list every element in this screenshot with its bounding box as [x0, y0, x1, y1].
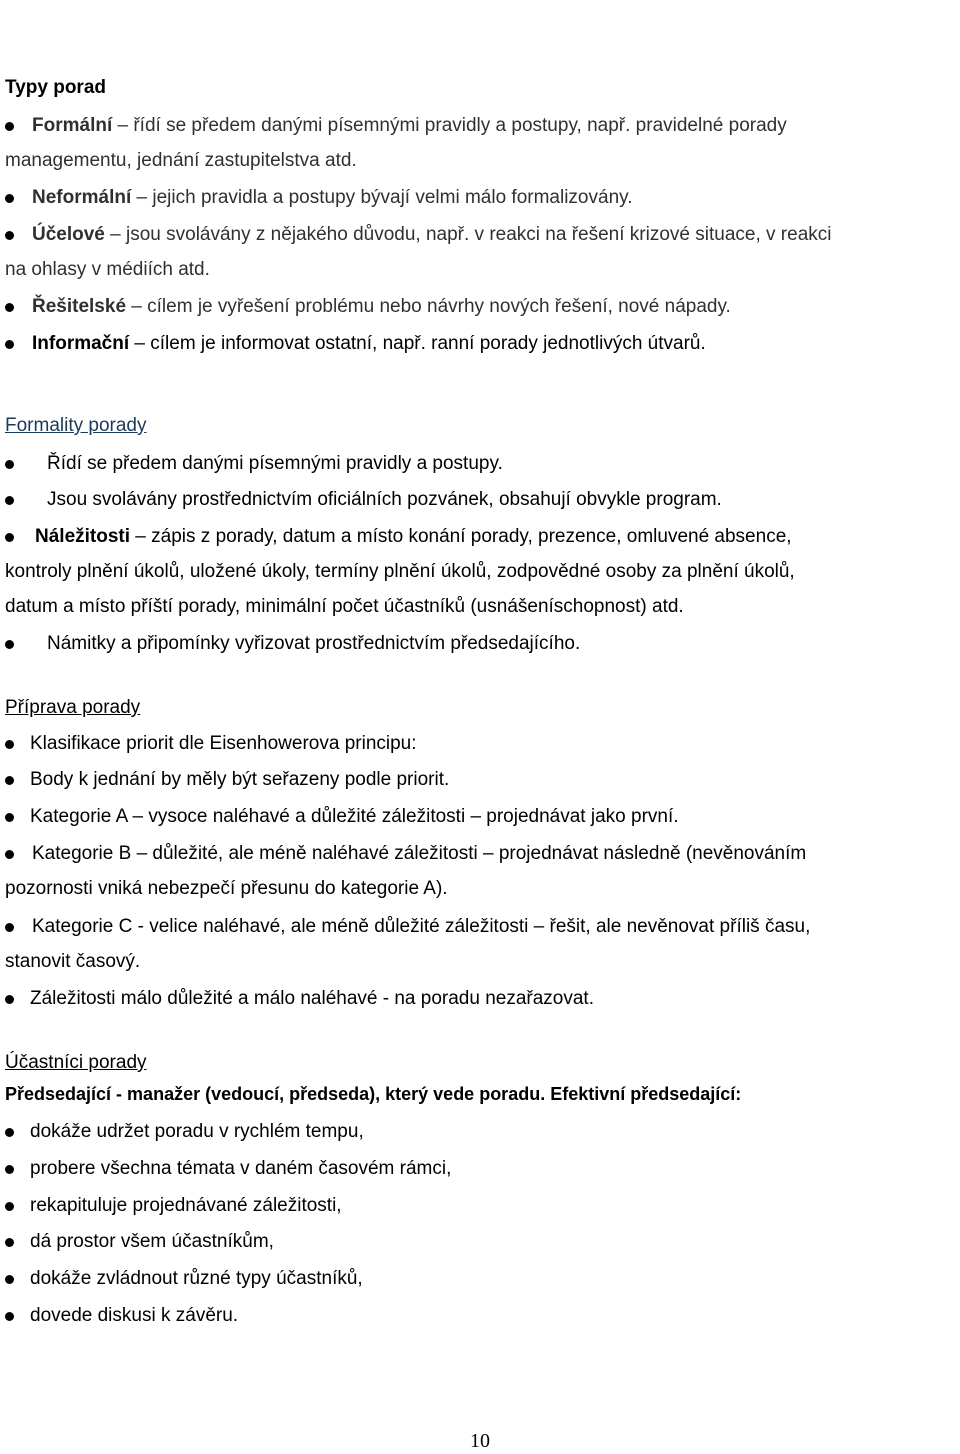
term: Formální	[32, 115, 113, 136]
bullet	[5, 1128, 14, 1137]
list-item: dokáže udržet poradu v rychlém tempu,	[30, 1121, 364, 1142]
bullet	[5, 194, 14, 203]
bullet	[5, 1165, 14, 1174]
item-text: – jejich pravidla a postupy bývají velmi málo formalizovány.	[131, 187, 633, 208]
item-cont: managementu, jednání zastupitelstva atd.	[5, 150, 357, 171]
list-item-neformalni	[32, 180, 952, 215]
bullet	[5, 776, 14, 785]
subtitle-predsedajici: Předsedající - manažer (vedoucí, předseda), který vede poradu. Efektivní předsedající:	[5, 1084, 742, 1104]
bullet	[5, 1275, 14, 1284]
list-item-nalezitosti	[5, 519, 955, 624]
bullet	[5, 460, 14, 469]
term: Řešitelské	[32, 296, 127, 317]
item-cont: kontroly plnění úkolů, uložené úkoly, termíny plnění úkolů, zodpovědné osoby za plnění úkolů,	[5, 561, 795, 582]
list-item-formalni	[5, 108, 955, 178]
list-item-ucelove	[5, 217, 955, 287]
item-cont: na ohlasy v médiích atd.	[5, 259, 210, 280]
list-item-kategorie-a: Kategorie A – vysoce naléhavé a důležité záležitosti – projednávat jako první.	[30, 806, 679, 827]
bullet	[5, 1312, 14, 1321]
term: Náležitosti	[35, 526, 131, 547]
list-item-malo-dulezite: Záležitosti málo důležité a málo naléhavé - na poradu nezařazovat.	[30, 988, 594, 1009]
item-text: – zápis z porady, datum a místo konání porady, prezence, omluvené absence,	[130, 526, 792, 547]
list-item-informacni	[32, 326, 952, 361]
item-text: – cílem je vyřešení problému nebo návrhy nových řešení, nové nápady.	[126, 296, 731, 317]
list-item-resitelske	[32, 289, 952, 324]
item-text: Kategorie B – důležité, ale méně naléhavé záležitosti – projednávat následně (nevěnováním	[32, 843, 807, 864]
item-text: – cílem je informovat ostatní, např. ranní porady jednotlivých útvarů.	[129, 333, 706, 354]
bullet	[5, 496, 14, 505]
term: Neformální	[32, 187, 132, 208]
bullet	[5, 740, 14, 749]
list-item-body: Body k jednání by měly být seřazeny podle priorit.	[30, 769, 450, 790]
bullet	[5, 640, 14, 649]
list-item-kategorie-b	[5, 836, 955, 906]
list-item: dá prostor všem účastníkům,	[30, 1231, 274, 1252]
item-text: – řídí se předem danými písemnými pravidly a postupy, např. pravidelné porady	[112, 115, 787, 136]
list-item-namitky: Námitky a připomínky vyřizovat prostřednictvím předsedajícího.	[47, 633, 581, 654]
term: Informační	[32, 333, 130, 354]
list-item: dovede diskusi k závěru.	[30, 1305, 239, 1326]
heading-formality-porady: Formality porady	[5, 415, 147, 436]
heading-ucastnici-porady: Účastníci porady	[5, 1052, 147, 1073]
bullet	[5, 995, 14, 1004]
heading-typy-porad: Typy porad	[5, 77, 106, 98]
item-text: Kategorie C - velice naléhavé, ale méně důležité záležitosti – řešit, ale nevěnovat příliš času,	[32, 916, 811, 937]
list-item-kategorie-c	[5, 909, 955, 979]
bullet	[5, 813, 14, 822]
term: Účelové	[32, 224, 105, 245]
page-number: 10	[470, 1430, 490, 1452]
bullet	[5, 1202, 14, 1211]
item-text: – jsou svolávány z nějakého důvodu, např. v reakci na řešení krizové situace, v reakci	[104, 224, 832, 245]
bullet	[5, 340, 14, 349]
list-item-ridi-se: Řídí se předem danými písemnými pravidly a postupy.	[47, 453, 503, 474]
list-item: rekapituluje projednávané záležitosti,	[30, 1195, 342, 1216]
list-item: probere všechna témata v daném časovém rámci,	[30, 1158, 452, 1179]
list-item-svolavany: Jsou svolávány prostřednictvím oficiálních pozvánek, obsahují obvykle program.	[47, 489, 722, 510]
list-item-klasifikace: Klasifikace priorit dle Eisenhowerova principu:	[30, 733, 417, 754]
item-cont: datum a místo příští porady, minimální počet účastníků (usnášeníschopnost) atd.	[5, 596, 684, 617]
heading-priprava-porady: Příprava porady	[5, 697, 141, 718]
list-item: dokáže zvládnout různé typy účastníků,	[30, 1268, 363, 1289]
bullet	[5, 303, 14, 312]
bullet	[5, 1238, 14, 1247]
item-cont: pozornosti vniká nebezpečí přesunu do kategorie A).	[5, 878, 448, 899]
item-cont: stanovit časový.	[5, 951, 141, 972]
